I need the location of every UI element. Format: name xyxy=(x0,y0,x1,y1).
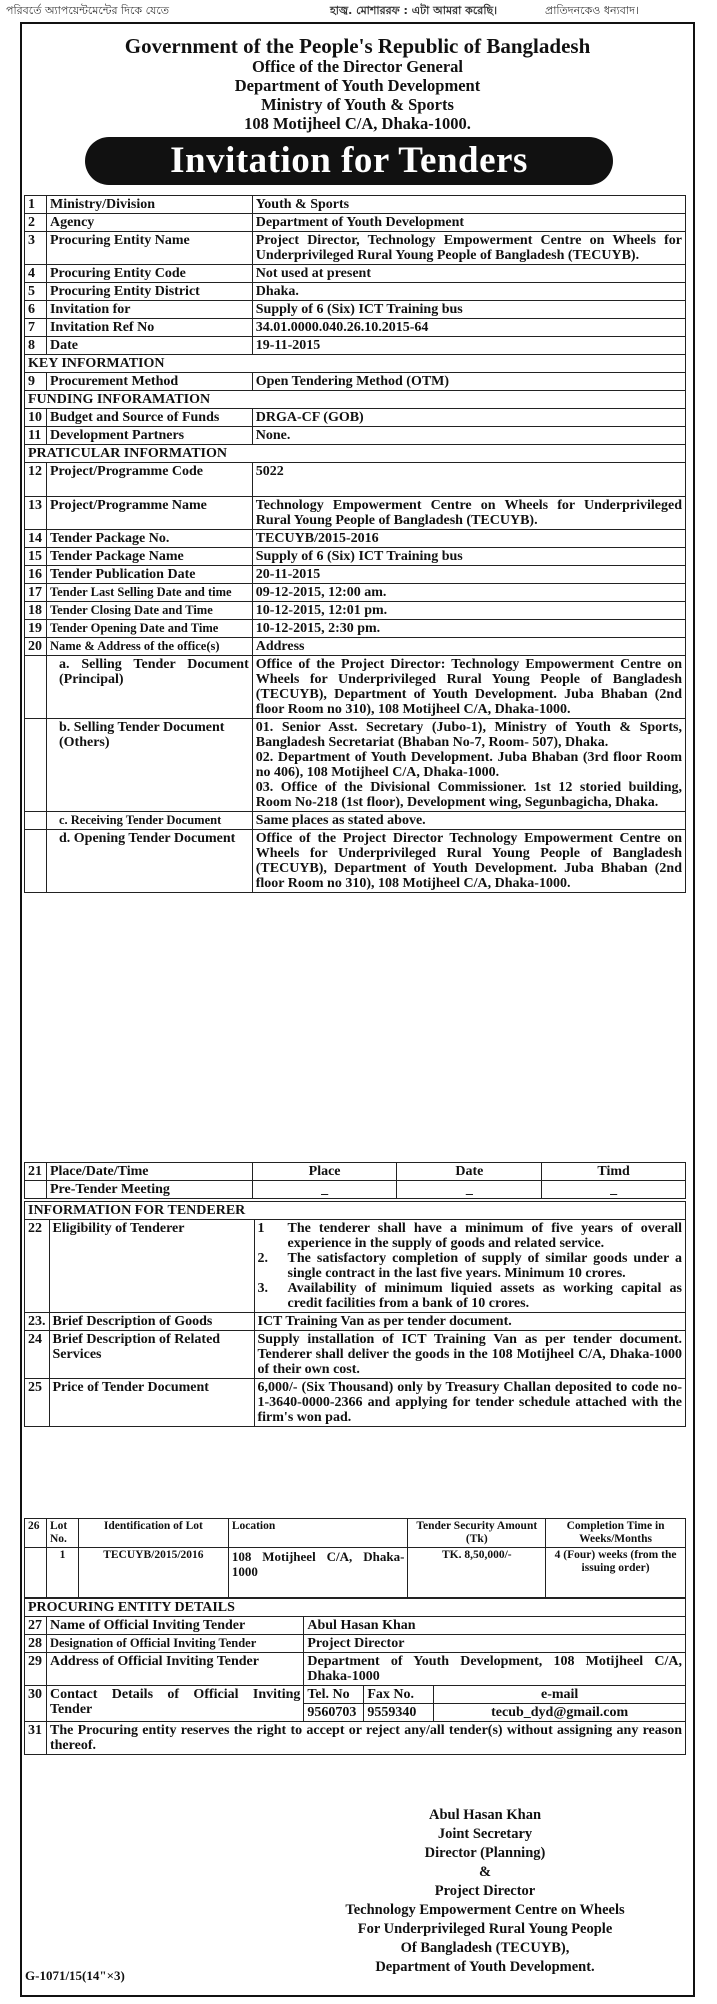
office-b-2: 02. Department of Youth Development. Juba Bhaban (3rd floor Room no 406), 108 Motijheel C/A, Dhaka-1000. xyxy=(255,750,682,780)
table-row: 30 Contact Details of Official Inviting Tender Tel. No Fax No. e-mail xyxy=(25,1686,686,1704)
table-row: 19 Tender Opening Date and Time 10-12-2015, 2:30 pm. xyxy=(25,620,686,638)
strip-text-left: পরিবর্তে অ্যাপয়েন্টমেন্টের দিকে যেতে xyxy=(6,4,170,17)
table-row: 25 Price of Tender Document 6,000/- (Six Thousand) only by Treasury Challan deposited to code no-1-3640-0000-2366 and applying for tender schedule attached with the firm's won pad. xyxy=(25,1379,686,1427)
table-row: 4 Procuring Entity Code Not used at present xyxy=(25,265,686,283)
signatory-org-3: Of Bangladesh (TECUYB), xyxy=(400,1940,570,1956)
section-header-funding: FUNDING INFORAMATION xyxy=(25,391,686,409)
table-row: 9560703 9559340 tecub_dyd@gmail.com xyxy=(25,1704,686,1722)
tender-info-table xyxy=(24,195,686,893)
signatory-ampersand: & xyxy=(478,1864,492,1880)
table-row: 9 Procurement Method Open Tendering Method (OTM) xyxy=(25,373,686,391)
table-row: 11 Development Partners None. xyxy=(25,427,686,445)
table-row: 31 The Procuring entity reserves the right to accept or reject any/all tender(s) without assigning any reason thereof. xyxy=(25,1722,686,1755)
table-row: 18 Tender Closing Date and Time 10-12-2015, 12:01 pm. xyxy=(25,602,686,620)
procuring-entity-table xyxy=(24,1598,686,1755)
signatory-title-3: Project Director xyxy=(434,1883,536,1899)
table-row: Pre-Tender Meeting _ _ _ xyxy=(25,1181,686,1199)
advertisement-code: G-1071/15(14"×3) xyxy=(25,1968,125,1983)
table-row: 1 Ministry/Division Youth & Sports xyxy=(25,196,686,214)
table-row: 6 Invitation for Supply of 6 (Six) ICT Training bus xyxy=(25,301,686,319)
section-header-procuring-entity: PROCURING ENTITY DETAILS xyxy=(25,1599,686,1617)
lot-table xyxy=(24,1518,686,1598)
table-row: 5 Procuring Entity District Dhaka. xyxy=(25,283,686,301)
table-row: 7 Invitation Ref No 34.01.0000.040.26.10.2015-64 xyxy=(25,319,686,337)
table-row: 3 Procuring Entity Name Project Director, Technology Empowerment Centre on Wheels for Underprivileged Rural Young People of Bangladesh (TECUYB). xyxy=(25,232,686,265)
address-line: 108 Motijheel C/A, Dhaka-1000. xyxy=(244,114,471,133)
signatory-title-1: Joint Secretary xyxy=(437,1826,533,1842)
ministry-line: Ministry of Youth & Sports xyxy=(261,95,454,114)
section-header-key-information: KEY INFORMATION xyxy=(25,355,686,373)
office-row-d: d. Opening Tender Document Office of the Project Director Technology Empowerment Centre on Wheels for Underprivileged Rural Young People of Bangladesh (TECUYB), Department of Youth Development. Juba Bhaban (2nd floor Room no 310), 108 Motijheel C/A, Dhaka-1000. xyxy=(25,830,686,893)
list-item: 3. Availability of minimum liquied assets as working capital as credit facilities from a bank of 10 crores. xyxy=(257,1281,682,1311)
eligibility-list xyxy=(258,1221,683,1311)
office-line: Office of the Director General xyxy=(251,57,464,76)
list-item: 2. The satisfactory completion of supply of similar goods under a single contract in the last five years. Minimum 10 crores. xyxy=(257,1251,682,1281)
section-header-particular: PRATICULAR INFORMATION xyxy=(25,445,686,463)
table-row: 1 TECUYB/2015/2016 108 Motijheel C/A, Dhaka-1000 TK. 8,50,000/- 4 (Four) weeks (from the issuing order) xyxy=(25,1548,686,1598)
office-b-3: 03. Office of the Divisional Commissioner. 1st 12 storied building, Room No-218 (1st floor), Development wing, Segunbagicha, Dhaka. xyxy=(255,780,682,810)
signatory-org-1: Technology Empowerment Centre on Wheels xyxy=(345,1902,625,1918)
table-row: 23. Brief Description of Goods ICT Training Van as per tender document. xyxy=(25,1313,686,1331)
tenderer-table xyxy=(24,1201,686,1427)
invitation-banner: Invitation for Tenders xyxy=(85,137,613,185)
table-row: 8 Date 19-11-2015 xyxy=(25,337,686,355)
signatory-org-4: Department of Youth Development. xyxy=(375,1959,595,1975)
table-row: 13 Project/Programme Name Technology Empowerment Centre on Wheels for Underprivileged Rural Young People of Bangladesh (TECUYB). xyxy=(25,497,686,530)
signatory-title-2: Director (Planning) xyxy=(424,1845,546,1861)
table-row: 24 Brief Description of Related Services Supply installation of ICT Training Van as per tender document. Tenderer shall deliver the goods in the 108 Motijheel C/A, Dhaka-1000 of their own cost. xyxy=(25,1331,686,1379)
signatory-org-2: For Underprivileged Rural Young People xyxy=(357,1921,613,1937)
table-row: 21 Place/Date/Time Place Date Timd xyxy=(25,1163,686,1181)
office-row-b: b. Selling Tender Document (Others) 01. Senior Asst. Secretary (Jubo-1), Ministry of Youth & Sports, Bangladesh Secretariat (Bhaban No-7, Room- 507), Dhaka. 02. Department of Youth Development. Juba Bhaban (3rd floor Room no 406), 108 Motijheel C/A, Dhaka-1000. 03. Office of the Divisional Commissioner. 1st 12 storied building, Room No-218 (1st floor), Development wing, Segunbagicha, Dhaka. xyxy=(25,719,686,812)
list-item: 1 The tenderer shall have a minimum of five years of overall experience in the supply of goods and related service. xyxy=(257,1221,682,1251)
table-row: 12 Project/Programme Code 5022 xyxy=(25,463,686,497)
pre-tender-table xyxy=(24,1162,686,1199)
office-row-c: c. Receiving Tender Document Same places as stated above. xyxy=(25,812,686,830)
signature-block xyxy=(330,1806,640,1977)
table-row: 10 Budget and Source of Funds DRGA-CF (GOB) xyxy=(25,409,686,427)
table-row: 20 Name & Address of the office(s) Address xyxy=(25,638,686,656)
strip-text-mid: হাজ্ব. মোশাররফ : এটা আমরা করেছি। xyxy=(330,4,498,17)
newspaper-top-strip xyxy=(0,0,717,20)
strip-text-right: প্রাতিদনকেও ধন্যবাদ। xyxy=(545,4,639,17)
government-title: Government of the People's Republic of Bangladesh xyxy=(124,34,591,58)
table-row: 15 Tender Package Name Supply of 6 (Six) ICT Training bus xyxy=(25,548,686,566)
table-row: 16 Tender Publication Date 20-11-2015 xyxy=(25,566,686,584)
table-row: 28 Designation of Official Inviting Tender Project Director xyxy=(25,1635,686,1653)
office-b-1: 01. Senior Asst. Secretary (Jubo-1), Ministry of Youth & Sports, Bangladesh Secretariat (Bhaban No-7, Room- 507), Dhaka. xyxy=(255,720,682,750)
table-row: 14 Tender Package No. TECUYB/2015-2016 xyxy=(25,530,686,548)
table-row: 26 Lot No. Identification of Lot Location Tender Security Amount (Tk) Completion Time in Weeks/Months xyxy=(25,1519,686,1548)
table-row: 17 Tender Last Selling Date and time 09-12-2015, 12:00 am. xyxy=(25,584,686,602)
signatory-name: Abul Hasan Khan xyxy=(428,1807,542,1823)
section-header-tenderer: INFORMATION FOR TENDERER xyxy=(25,1202,686,1220)
office-row-a: a. Selling Tender Document (Principal) Office of the Project Director: Technology Empowerment Centre on Wheels for Underprivileged Rural Young People of Bangladesh (TECUYB), Department of Youth Development. Juba Bhaban (2nd floor Room no 310), 108 Motijheel C/A, Dhaka-1000. xyxy=(25,656,686,719)
table-row: 29 Address of Official Inviting Tender Department of Youth Development, 108 Motijheel C/A, Dhaka-1000 xyxy=(25,1653,686,1686)
table-row: 2 Agency Department of Youth Development xyxy=(25,214,686,232)
table-row: 22 Eligibility of Tenderer 1 The tenderer shall have a minimum of five years of overall experience in the supply of goods and related service. 2. The satisfactory completion of supply of similar goods under a single contract in the last five years. Minimum 10 crores. 3. Availability of minimum liquied assets as working capital as credit facilities from a bank of 10 crores. xyxy=(25,1220,686,1313)
table-row: 27 Name of Official Inviting Tender Abul Hasan Khan xyxy=(25,1617,686,1635)
department-line: Department of Youth Development xyxy=(234,76,481,95)
